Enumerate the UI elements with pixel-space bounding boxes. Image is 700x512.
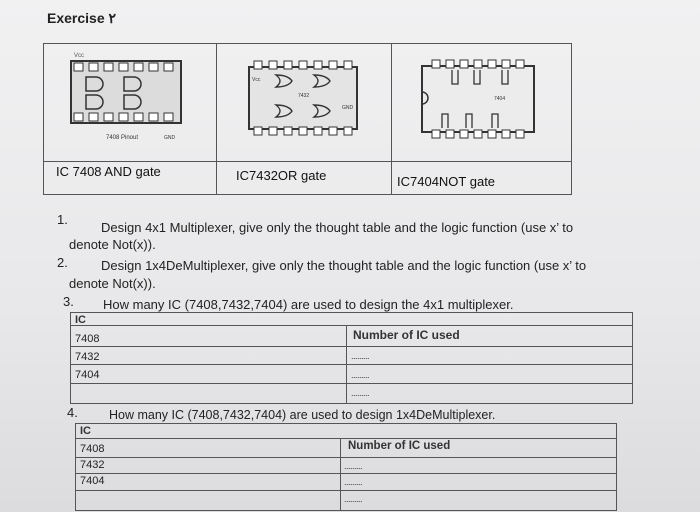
table-q3-header-count: Number of IC used <box>353 328 460 342</box>
table-q3-row2-ic: 7432 <box>75 351 100 363</box>
table-q3-header-ic: IC <box>75 314 86 326</box>
table-q4-row2-value[interactable]: ......... <box>344 477 363 487</box>
table-q3 <box>70 312 633 404</box>
question-4-number: 4. <box>67 405 78 420</box>
svg-text:Vcc: Vcc <box>252 77 261 83</box>
question-1-line1: Design 4x1 Multiplexer, give only the thought table and the logic function (use x’ to <box>101 220 574 235</box>
table-q3-row2-value[interactable]: ......... <box>351 370 370 380</box>
table-q4-row2-ic: 7432 <box>80 459 105 471</box>
ic-table <box>43 43 572 195</box>
ic-7432-caption: IC7432OR gate <box>236 168 327 183</box>
question-1-line2: denote Not(x)). <box>69 237 156 252</box>
table-q4-row1-ic: 7408 <box>80 443 105 455</box>
table-q4-header-count: Number of IC used <box>348 440 451 452</box>
question-3-text: How many IC (7408,7432,7404) are used to design the 4x1 multiplexer. <box>103 297 514 312</box>
ic-7408-label: 7408 Pinout <box>106 135 139 141</box>
ic-7404-caption: IC7404NOT gate <box>397 174 496 189</box>
table-q3-row1-value[interactable]: ......... <box>351 351 370 361</box>
table-q4-row1-value[interactable]: ......... <box>344 461 363 471</box>
question-2-line1: Design 1x4DeMultiplexer, give only the thought table and the logic function (use x’ to <box>101 258 587 273</box>
question-2-number: 2. <box>57 255 68 270</box>
question-4-text: How many IC (7408,7432,7404) are used to design 1x4DeMultiplexer. <box>109 408 496 422</box>
svg-text:GND: GND <box>164 135 176 141</box>
table-q4-header-ic: IC <box>80 425 91 437</box>
ic-7404-label: 7404 <box>494 96 506 102</box>
table-q4 <box>75 423 617 511</box>
table-q3-row1-ic: 7408 <box>75 333 100 345</box>
svg-text:Vcc: Vcc <box>74 53 85 59</box>
table-q3-row3-value[interactable]: ......... <box>351 388 370 398</box>
table-q4-row3-ic: 7404 <box>80 475 105 487</box>
svg-text:GND: GND <box>342 105 354 111</box>
ic-7432-diagram <box>244 59 364 139</box>
ic-7408-diagram <box>66 49 186 144</box>
table-q3-row3-ic: 7404 <box>75 369 100 381</box>
ic-7408-caption: IC 7408 AND gate <box>56 164 161 179</box>
question-3-number: 3. <box>63 294 74 309</box>
question-2-line2: denote Not(x)). <box>69 276 156 291</box>
exercise-title: Exercise ٢ <box>47 10 117 26</box>
ic-7432-label: 7432 <box>298 93 310 99</box>
question-1-number: 1. <box>57 212 68 227</box>
ic-7404-diagram <box>412 56 542 146</box>
table-q4-row3-value[interactable]: ......... <box>344 494 363 504</box>
